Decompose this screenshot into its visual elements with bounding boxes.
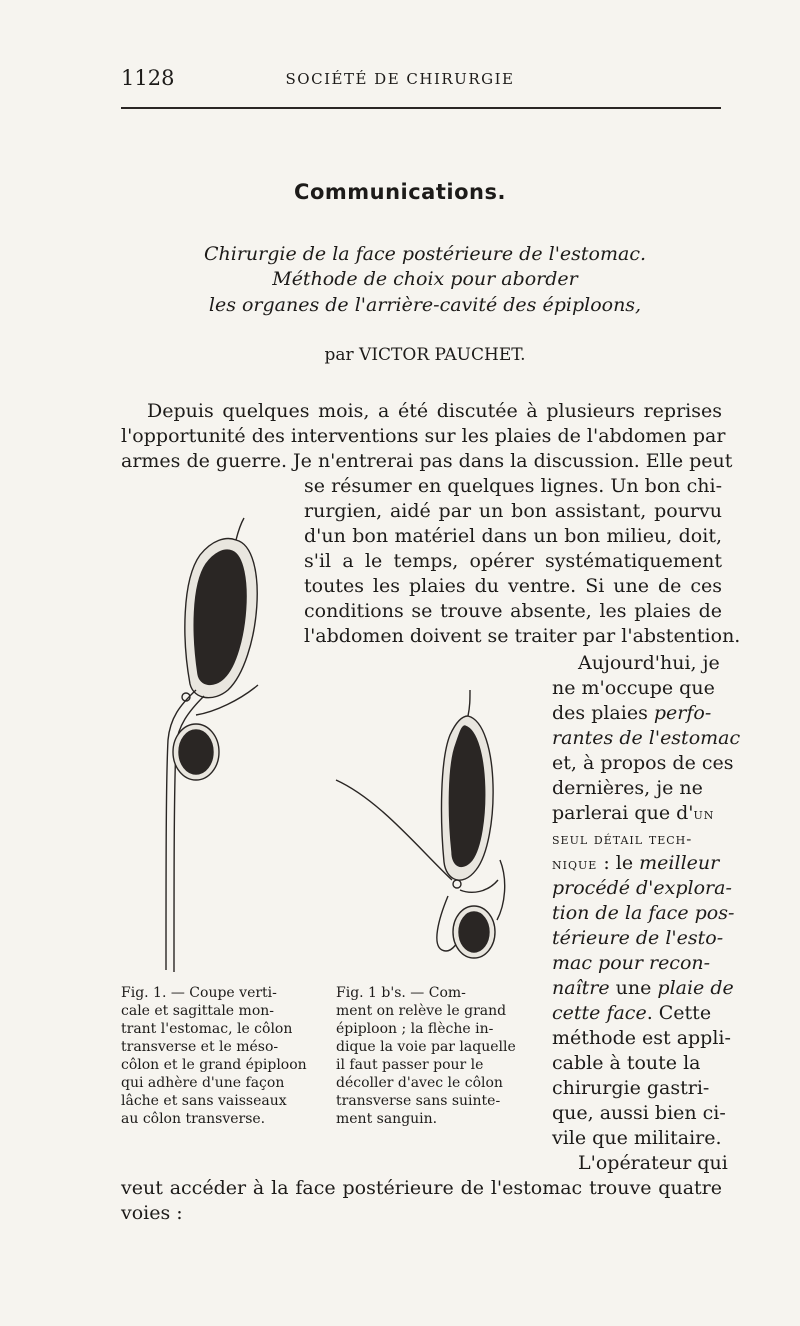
article-title-line: les organes de l'arrière-cavité des épiploons, xyxy=(208,294,642,316)
body-line: chirurgie gastri- xyxy=(552,1077,710,1099)
body-line: L'opérateur qui xyxy=(578,1152,728,1174)
body-line: cable à toute la xyxy=(552,1052,701,1074)
fig1bis-caption-line: épiploon ; la flèche in- xyxy=(336,1021,494,1037)
body-line: s'il a le temps, opérer systématiquement xyxy=(304,550,722,572)
body-line: seul détail tech- xyxy=(552,830,693,848)
body-line: veut accéder à la face postérieure de l'estomac trouve quatre xyxy=(121,1177,722,1199)
body-line: et, à propos de ces xyxy=(552,752,734,774)
body-line: mac pour recon- xyxy=(552,952,711,974)
body-line: rantes de l'estomac xyxy=(552,727,741,749)
fig1-caption-line: au côlon transverse. xyxy=(121,1111,266,1127)
fig1-caption-line: côlon et le grand épiploon xyxy=(121,1057,307,1073)
body-line: conditions se trouve absente, les plaies de xyxy=(304,600,722,622)
running-title: SOCIÉTÉ DE CHIRURGIE xyxy=(285,70,515,88)
body-line: d'un bon matériel dans un bon milieu, doit, xyxy=(304,525,722,547)
fig1-caption-line: lâche et sans vaisseaux xyxy=(121,1093,287,1109)
body-line: rurgien, aidé par un bon assistant, pourvu xyxy=(304,500,722,522)
body-line: toutes les plaies du ventre. Si une de ces xyxy=(304,575,722,597)
body-line: dernières, je ne xyxy=(552,777,703,799)
body-line: naître une plaie de xyxy=(552,977,734,999)
body-line: l'abdomen doivent se traiter par l'abstention. xyxy=(304,625,741,647)
body-line: tion de la face pos- xyxy=(552,902,735,924)
fig1-caption-line: transverse et le méso- xyxy=(121,1039,279,1055)
fig1bis-caption-line: ment on relève le grand xyxy=(336,1003,507,1019)
article-title-line: Méthode de choix pour aborder xyxy=(272,268,578,290)
body-line: procédé d'explora- xyxy=(552,877,732,899)
fig1bis-caption-line: Fig. 1 b's. — Com- xyxy=(336,985,466,1001)
fig1-caption-line: trant l'estomac, le côlon xyxy=(121,1021,293,1037)
article-title-line: Chirurgie de la face postérieure de l'estomac. xyxy=(203,243,647,265)
body-line: se résumer en quelques lignes. Un bon chi- xyxy=(304,475,722,497)
body-line: ne m'occupe que xyxy=(552,677,715,699)
figure-1-illustration xyxy=(166,518,258,972)
body-line: Depuis quelques mois, a été discutée à plusieurs reprises xyxy=(147,400,722,422)
fig1bis-caption-line: dique la voie par laquelle xyxy=(336,1039,516,1055)
fig1-caption-line: cale et sagittale mon- xyxy=(121,1003,274,1019)
body-line: vile que militaire. xyxy=(552,1127,722,1149)
page-number: 1128 xyxy=(121,66,175,90)
fig1-caption-line: Fig. 1. — Coupe verti- xyxy=(121,985,277,1001)
body-line: l'opportunité des interventions sur les plaies de l'abdomen par xyxy=(121,425,726,447)
body-line: parlerai que d'un xyxy=(552,802,715,824)
body-line: méthode est appli- xyxy=(552,1027,731,1049)
body-line: armes de guerre. Je n'entrerai pas dans la discussion. Elle peut xyxy=(121,450,733,472)
fig1-caption-line: qui adhère d'une façon xyxy=(121,1075,285,1091)
body-line: des plaies perfo- xyxy=(552,702,712,724)
figure-1bis-illustration xyxy=(336,690,505,958)
body-line: que, aussi bien ci- xyxy=(552,1102,726,1124)
body-line: voies : xyxy=(121,1202,183,1224)
fig1bis-caption-line: ment sanguin. xyxy=(336,1111,438,1127)
fig1bis-caption-line: il faut passer pour le xyxy=(336,1057,484,1073)
body-line: cette face. Cette xyxy=(552,1002,712,1024)
fig1bis-caption-line: décoller d'avec le côlon xyxy=(336,1075,503,1091)
fig1bis-caption-line: transverse sans suinte- xyxy=(336,1093,501,1109)
body-line: nique : le meilleur xyxy=(552,852,720,874)
article-author: par VICTOR PAUCHET. xyxy=(324,345,526,365)
body-line: Aujourd'hui, je xyxy=(578,652,720,674)
body-line: térieure de l'esto- xyxy=(552,927,724,949)
section-title: Communications. xyxy=(294,180,506,204)
